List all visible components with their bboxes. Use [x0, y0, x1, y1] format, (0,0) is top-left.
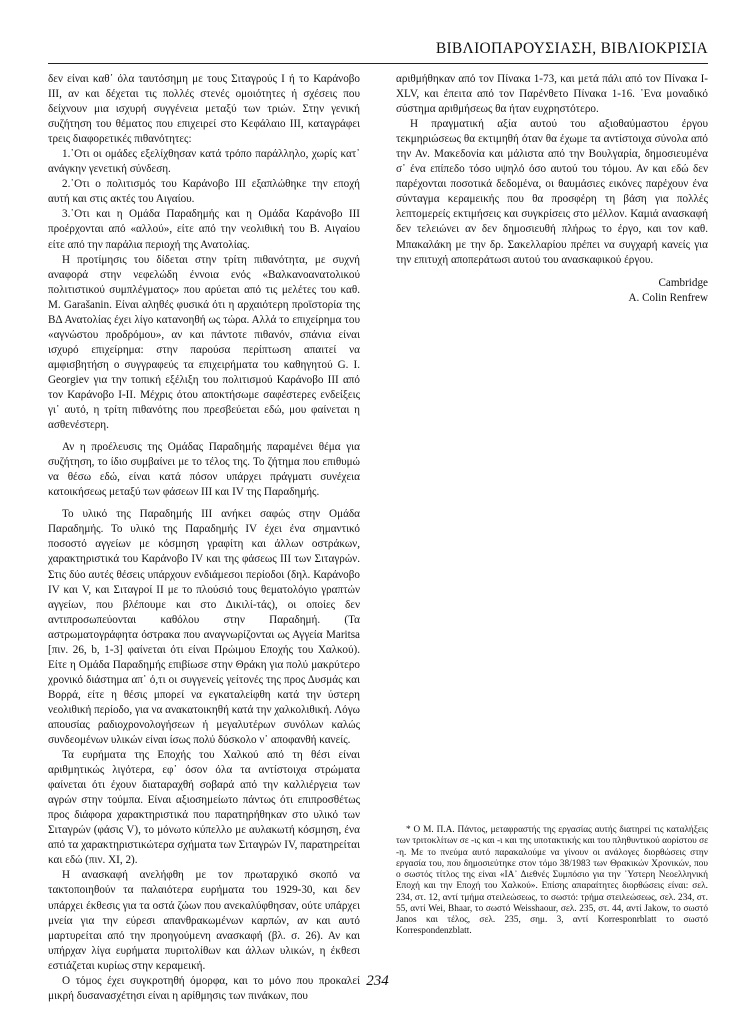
signature-author: A. Colin Renfrew [628, 291, 708, 304]
list-item: 3.᾽Οτι και η Ομάδα Παραδημής και η Ομάδα Καράνοβο ΙΙΙ προέρχονται από «αλλού», είτε από την νεολιθική του Β. Αιγαίου είτε από την παράλια περιοχή της Ανατολίας. [48, 208, 360, 251]
footnote [396, 825, 708, 938]
running-title: ΒΙΒΛΙΟΠΑΡΟΥΣΙΑΣΗ, ΒΙΒΛΙΟΚΡΙΣΙΑ [435, 40, 708, 57]
footnote-text: * Ο Μ. Π.Α. Πάντος, μεταφραστής της εργασίας αυτής διατηρεί τις καταλήξεις των τριτοκλίτων σε -ις και -ι και της υποτακτικής και του πληθυντικού αορίστου σε -η. Με το πνεύμα αυτό παρακαλούμε να γίνουν οι ανάλογες διορθώσεις στην εργασία του, που δημοσιεύτηκε στον τόμο 38/1983 των Θρακικών Χρονικών, που ο σωστός τίτλος της είναι «ΙΑ᾽ Διεθνές Συμπόσιο για την ᾽Υστερη Νεοελληνική Εποχή και την Εποχή του Χαλκού». Επίσης απαραίτητες διορθώσεις είναι: σελ. 234, στ. 12, αντί τμήμα στειλεώσεως, το σωστό: τρήμα στειλεώσεως, σελ. 234, στ. 55, αντί Wei, Bhaar, το σωστό Weisshaour, σελ. 235, στ. 44, αντί Jakow, το σωστό Janos και τέλος, σελ. 235, σημ. 3, αντί Korresponrblatt το σωστό Korrespondenzblatt. [396, 825, 708, 937]
list-item: 2.᾽Οτι ο πολιτισμός του Καράνοβο ΙΙΙ εξαπλώθηκε την εποχή αυτή και στις ακτές του Αιγαίου. [48, 178, 360, 206]
right-column [396, 72, 708, 306]
signature-place: Cambridge [658, 276, 708, 289]
paragraph: Η προτίμησις του δίδεται στην τρίτη πιθανότητα, με συχνή αναφορά στην νεφελώδη έννοια ενός «Βαλκανοανατολικού πολιτιστικού συμπλέγματος» που αρύεται από τις μελέτες του καθ. M. Garašanin. Είναι αληθές φυσικά ότι η αρχαιότερη προϊστορία της ΒΔ Ανατολίας έχει λίγο κατανοηθή ως τώρα. Αλλά το επιχείρημα του «αγνώστου προδρόμου», αν και πάντοτε πιθανόν, σπάνια είναι ισχυρό επιχείρημα: στην παρούσα περίπτωση απαιτεί να αμφισβητήση ο συγγραφεύς τα επιχειρήματα του καθηγητού G. I. Georgiev για την τοπική εξέλιξη του πολιτισμού Καράνοβο ΙΙΙ από τον Καράνοβο Ι-ΙΙ. Μέχρις ότου αποκτήσωμε σαφέστερες ενδείξεις γι᾽ αυτό, η τρίτη πιθανότης που πρεσβεύεται εδώ, μου φαίνεται η ασθενέστερη. [48, 253, 360, 432]
paragraph: Το υλικό της Παραδημής ΙΙΙ ανήκει σαφώς στην Ομάδα Παραδημής. Το υλικό της Παραδημής IV έχει ένα σημαντικό ποσοστό αγγείων με κόσμηση γραφίτη και άλλων οστράκων, χαρακτηριστικά του Καράνοβο IV και της φάσεως ΙΙΙ των Σιταγρών. Στις δύο αυτές θέσεις υπάρχουν ενδιάμεσοι περίοδοι (δηλ. Καράνοβο IV και V, και Σιταγροί ΙΙ με το πλούσιό τους θεματολόγιο γραπτών αγγείων, που βλέπουμε και στο Δικιλί-τάς), οι οποίες δεν αντιπροσωπεύονται καθόλου στην Παραδημή. (Τα αστρωματογράφητα όστρακα που αναγνωρίζονται ως Αγγεία Maritsa [πιν. 26, b, 1-3] φαίνεται ότι είναι Πρώιμου Εποχής του Χαλκού). Είτε η Ομάδα Παραδημής επιβίωσε στην Θράκη για πολύ μακρύτερο χρονικό διάστημα απ᾽ ό,τι οι συγγενείς γείτονές της προς Δυσμάς και Βορρά, είτε η θέσις μπορεί να εγκαταλείφθη κατά την ύστερη νεολιθική περίοδο, για να ανακατοικηθή κατά την χαλκολιθική. Λόγω απουσίας ραδιοχρονολογήσεων ή μεγαλυτέρων συνόλων καλώς συνδεομένων υλικών είναι ίσως πολύ δύσκολο ν᾽ αποφανθή κανείς. [48, 508, 360, 747]
paragraph: Ο τόμος έχει συγκροτηθή όμορφα, και το μόνο που προκαλεί μικρή δυσανασχέτησι είναι η αρίθμησις των πινάκων, που [48, 974, 360, 1002]
page-number: 234 [366, 973, 389, 989]
paragraph: Τα ευρήματα της Εποχής του Χαλκού από τη θέσι είναι αριθμητικώς λιγότερα, εφ᾽ όσον όλα τα αντίστοιχα στρώματα φαίνεται ότι έχουν διαταραχθή σοβαρά από την καλλιέργεια των αγρών στην τούμπα. Είναι αξιοσημείωτο πάντως ότι επιπροσθέτως προς διάφορα χαρακτηριστικά που παρατηρήθηκαν στο υλικό των Σιταγρών (φάσις V), το μόνωτο κύπελλο με αυλακωτή κόσμηση, ένα από τα χαρακτηριστικώτερα σχήματα των Σιταγρών IV, παρατηρείται και εδώ (πιν. XI, 2). [48, 749, 360, 867]
paragraph: Η πραγματική αξία αυτού του αξιοθαύμαστου έργου τεκμηριώσεως θα εκτιμηθή όταν θα έχωμε τα αντίστοιχα σύνολα από την Αν. Μακεδονία και μάλιστα από την Βουλγαρία, δημοσιευμένα σ᾽ ένα επίπεδο τόσο υψηλό όσο αυτού του τόμου. Αν και εδώ δεν παρέχονται ποσοτικά δεδομένα, οι θαυμάσιες εικόνες παρέχουν ένα σύνταγμα κεραμεικής που θα προσφέρη τη βάση για πολλές λεπτομερείς εκτιμήσεις και συγκρίσεις στο μέλλον. Καμιά ανασκαφή δεν τελειώνει αν δεν δημοσιευθή πλήρως το έργο, και τον καθ. Μπακαλάκη με την δρ. Σακελλαρίου πρέπει να συγχαρή κανείς για την επιτυχή αποπεράτωσι αυτού του ανασκαφικού έργου. [396, 118, 708, 266]
paragraph: αριθμήθηκαν από τον Πίνακα 1-73, και μετά πάλι από τον Πίνακα Ι-XLV, και έπειτα από τον Παρένθετο Πίνακα 1-16. ᾽Ενα μοναδικό σύστημα αριθμήσεως θα ήταν ευχρηστότερο. [396, 73, 708, 116]
signature-block [396, 276, 708, 306]
paragraph: δεν είναι καθ᾽ όλα ταυτόσημη με τους Σιταγρούς Ι ή το Καράνοβο ΙΙΙ, αν και δέχεται τις πολλές στενές ομοιότητες ή σχέσεις που δείχνουν μια ισχυρή συγγένεια μεταξύ των τριών. Στην γενική συζήτηση του θέματος που επιχειρεί στο Κεφάλαιο ΙΙΙ, καταγράφει τρεις διαφορετικές πιθανότητες: [48, 73, 360, 146]
paragraph: Η ανασκαφή ανελήφθη με τον πρωταρχικό σκοπό να τακτοποιηθούν τα παλαιότερα ευρήματα του 1929-30, και δεν υπάρχει έκθεσις για τα οστά ζώων που ανεκαλύφθησαν, ούτε υπάρχει μνεία για την εύρεσι απανθρακωμένων καρπών, αν και αυτό μαρτυρείται από την προηγούμενη ανασκαφή (βλ. σ. 26). Αν και υπήρχαν λίγα ευρήματα πυριτολίθων και άλλων υλικών, η έκθεσι εστιάζεται κυρίως στην κεραμεική. [48, 869, 360, 972]
list-item: 1.᾽Οτι οι ομάδες εξελίχθησαν κατά τρόπο παράλληλο, χωρίς κατ᾽ ανάγκην γενετική σύνδεση. [48, 148, 360, 176]
left-column [48, 72, 360, 1004]
running-header [48, 40, 708, 64]
paragraph: Αν η προέλευσις της Ομάδας Παραδημής παραμένει θέμα για συζήτηση, το ίδιο συμβαίνει με το τέλος της. Το ζήτημα που επιθυμώ να θέσω εδώ, είναι κατά πόσον υπάρχει πράγματι συνέχεια κατοικήσεως μεταξύ των φάσεων ΙΙΙ και IV της Παραδημής. [48, 441, 360, 499]
